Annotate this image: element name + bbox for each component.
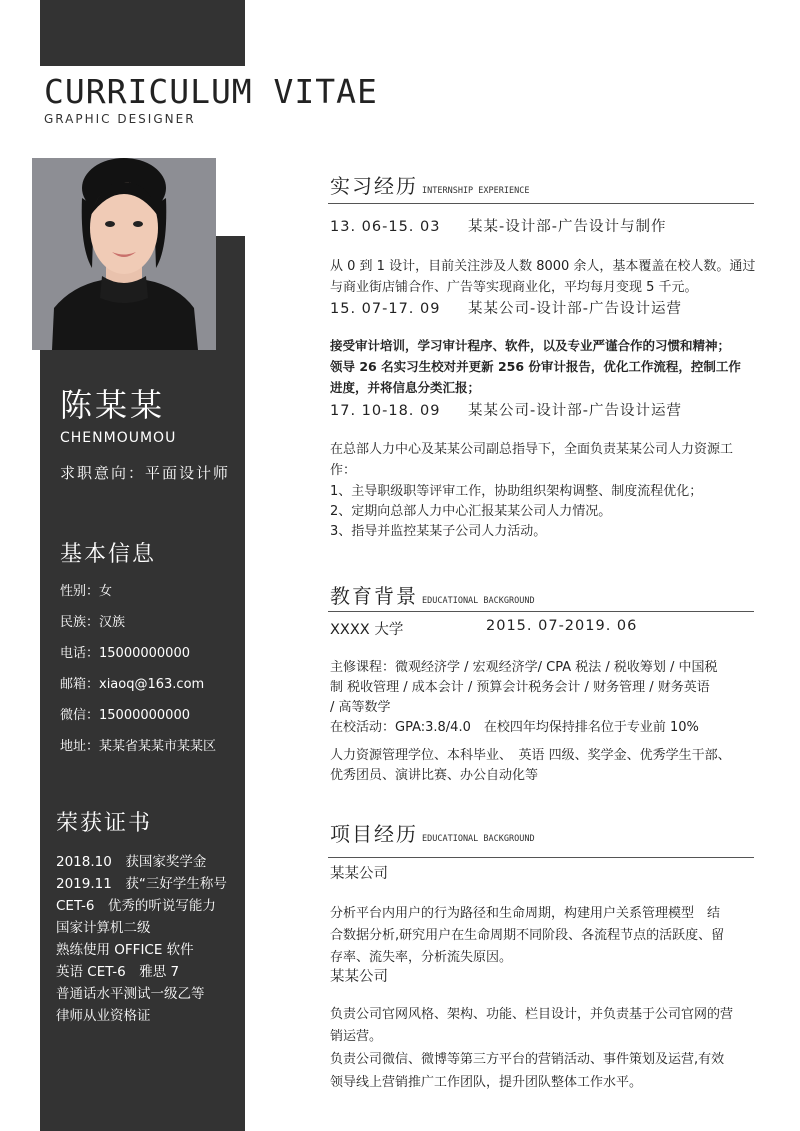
honor-item: CET-6 优秀的听说写能力 (56, 898, 216, 914)
honor-item: 律师从业资格证 (56, 1008, 151, 1024)
honor-item: 普通话水平测试一级乙等 (56, 986, 205, 1002)
job-title: 某某-设计部-广告设计与制作 (468, 219, 667, 235)
cv-subtitle: GRAPHIC DESIGNER (44, 112, 196, 126)
internship-heading (330, 170, 529, 199)
project-desc: 领导线上营销推广工作团队，提升团队整体工作水平。 (330, 1075, 643, 1090)
job-date: 15. 07-17. 09 (330, 301, 441, 317)
candidate-pinyin: CHENMOUMOU (60, 430, 177, 446)
honor-item: 2018.10 获国家奖学金 (56, 854, 207, 870)
job-desc: 领导 26 名实习生校对并更新 256 份审计报告，优化工作流程，控制工作 (330, 359, 741, 374)
info-gender: 性别：女 (60, 584, 113, 599)
job-desc: 进度，并将信息分类汇报； (330, 380, 481, 395)
projects-divider (328, 857, 754, 858)
job-row (330, 297, 682, 318)
honor-item: 2019.11 获“三好学生称号 (56, 876, 227, 892)
project-desc: 负责公司微信、微博等第三方平台的营销活动、事件策划及运营,有效 (330, 1052, 725, 1067)
info-address: 地址：某某省某某市某某区 (60, 739, 217, 754)
project-company: 某某公司 (330, 866, 388, 882)
education-title-en: EDUCATIONAL BACKGROUND (422, 596, 535, 606)
honors-heading: 荣获证书 (56, 811, 153, 836)
info-wechat: 微信：15000000000 (60, 708, 190, 723)
info-ethnicity: 民族：汉族 (60, 615, 126, 630)
job-title: 某某公司-设计部-广告设计运营 (468, 403, 682, 419)
project-desc: 销运营。 (330, 1029, 383, 1044)
profile-photo (32, 158, 216, 350)
job-desc: 1、主导职级职等评审工作，协助组织架构调整、制度流程优化； (330, 484, 703, 499)
candidate-name: 陈某某 (60, 386, 166, 424)
job-desc: 作： (330, 463, 357, 478)
job-row (330, 215, 666, 236)
edu-line: / 高等数学 (330, 700, 391, 715)
job-date: 17. 10-18. 09 (330, 403, 441, 419)
project-desc: 合数据分析,研究用户在生命周期不同阶段、各流程节点的活跃度、留 (330, 928, 725, 943)
cv-title: CURRICULUM VITAE (44, 72, 378, 111)
edu-line: 主修课程：微观经济学 / 宏观经济学/ CPA 税法 / 税收筹划 / 中国税 (330, 660, 718, 675)
job-desc: 从 0 到 1 设计，目前关注涉及人数 8000 余人，基本覆盖在校人数。通过 (330, 259, 756, 274)
education-title: 教育背景 (330, 584, 418, 608)
honor-item: 熟练使用 OFFICE 软件 (56, 942, 194, 958)
edu-line: 制 税收管理 / 成本会计 / 预算会计税务会计 / 财务管理 / 财务英语 (330, 680, 710, 695)
projects-heading (330, 818, 535, 847)
project-desc: 存率、流失率，分析流失原因。 (330, 950, 513, 965)
job-title: 某某公司-设计部-广告设计运营 (468, 301, 682, 317)
job-desc: 3、指导并监控某某子公司人力活动。 (330, 524, 547, 539)
honor-item: 国家计算机二级 (56, 920, 151, 936)
education-divider (328, 611, 754, 612)
school-period: 2015. 07-2019. 06 (486, 618, 638, 634)
honor-item: 英语 CET-6 雅思 7 (56, 964, 180, 980)
info-email: 邮箱：xiaoq@163.com (60, 677, 205, 692)
job-desc: 接受审计培训，学习审计程序、软件，以及专业严谨合作的习惯和精神； (330, 338, 731, 353)
job-desc: 与商业街店铺合作、广告等实现商业化，平均每月变现 5 千元。 (330, 280, 698, 295)
job-desc: 在总部人力中心及某某公司副总指导下，全面负责某某公司人力资源工 (330, 442, 734, 457)
job-row (330, 399, 682, 420)
education-heading (330, 580, 535, 609)
edu-line: 优秀团员、演讲比赛、办公自动化等 (330, 768, 539, 783)
job-desc: 2、定期向总部人力中心汇报某某公司人力情况。 (330, 504, 612, 519)
edu-line: 在校活动：GPA:3.8/4.0 在校四年均保持排名位于专业前 10% (330, 720, 699, 735)
basic-info-heading: 基本信息 (60, 542, 157, 567)
header-decor-block (40, 0, 245, 66)
job-date: 13. 06-15. 03 (330, 219, 441, 235)
info-phone: 电话：15000000000 (60, 646, 190, 661)
projects-title-en: EDUCATIONAL BACKGROUND (422, 834, 535, 844)
job-intent: 求职意向：平面设计师 (60, 464, 231, 482)
school-name: XXXX 大学 (330, 622, 404, 638)
projects-title: 项目经历 (330, 822, 418, 846)
edu-line: 人力资源管理学位、本科毕业、 英语 四级、奖学金、优秀学生干部、 (330, 748, 731, 763)
project-desc: 分析平台内用户的行为路径和生命周期，构建用户关系管理模型 结 (330, 906, 721, 921)
internship-divider (328, 203, 754, 204)
project-company: 某某公司 (330, 969, 388, 985)
internship-title-en: INTERNSHIP EXPERIENCE (422, 186, 530, 196)
internship-title: 实习经历 (330, 174, 418, 198)
project-desc: 负责公司官网风格、架构、功能、栏目设计，并负责基于公司官网的营 (330, 1007, 734, 1022)
